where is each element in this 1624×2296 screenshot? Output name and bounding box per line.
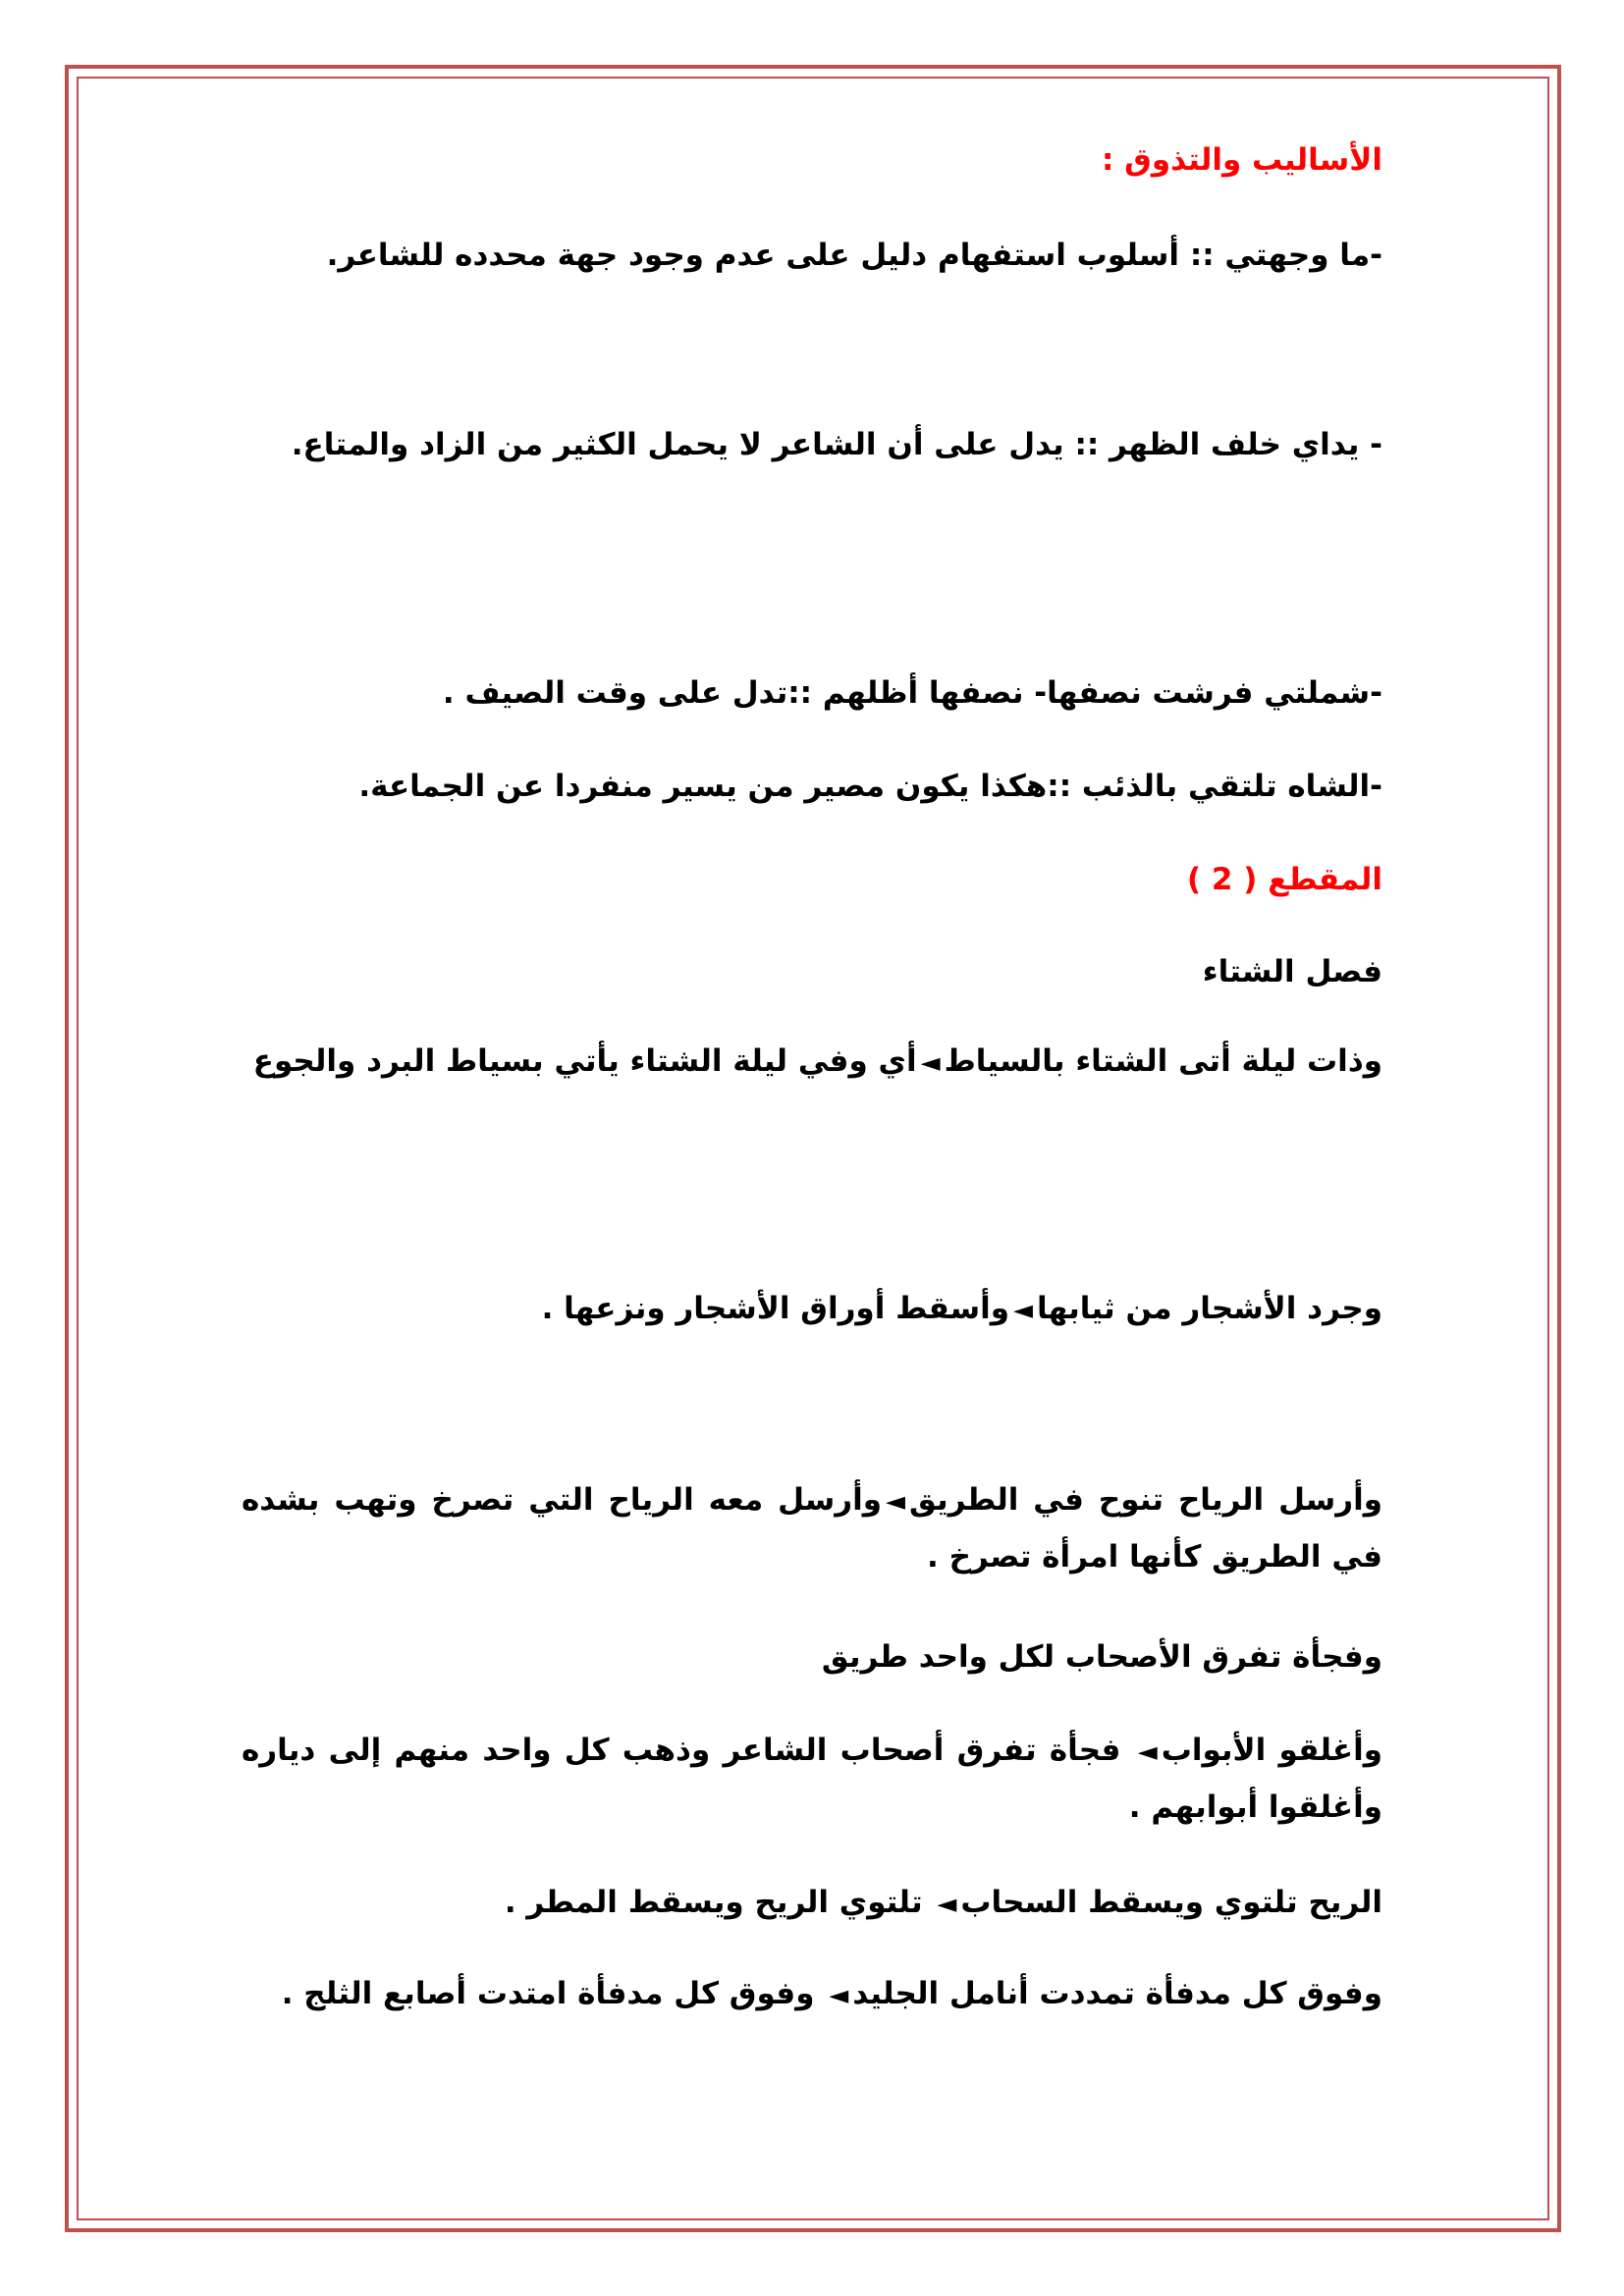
- verse-text: وأغلقو الأبواب: [1161, 1733, 1383, 1768]
- verse-5: [242, 1723, 1382, 1835]
- verse-7: [242, 1966, 1382, 2023]
- verse-6: [242, 1875, 1382, 1932]
- arrow-icon: ◄: [886, 1487, 906, 1517]
- arrow-icon: ◄: [1013, 1296, 1034, 1325]
- section-subtitle: فصل الشتاء: [1202, 954, 1382, 989]
- arrow-icon: ◄: [829, 1981, 849, 2010]
- arrow-icon: ◄: [920, 1048, 941, 1078]
- verse-4: وفجأة تفرق الأصحاب لكل واحد طريق: [821, 1639, 1382, 1675]
- verse-text: وفوق كل مدفأة تمددت أنامل الجليد: [852, 1976, 1382, 2011]
- verse-text: الريح تلتوي ويسقط السحاب: [960, 1885, 1382, 1920]
- styles-heading: الأساليب والتذوق :: [1101, 142, 1382, 178]
- verse-text: وجرد الأشجار من ثيابها: [1037, 1291, 1382, 1326]
- style-item-2: - يداي خلف الظهر :: يدل على أن الشاعر لا يحمل الكثير من الزاد والمتاع.: [291, 427, 1382, 462]
- style-item-3: -شملتي فرشت نصفها- نصفها أظلهم ::تدل على وقت الصيف .: [442, 675, 1382, 711]
- arrow-icon: ◄: [1137, 1737, 1158, 1767]
- arrow-icon: ◄: [937, 1890, 957, 1919]
- verse-1: [242, 1034, 1382, 1091]
- section-heading: المقطع ( 2 ): [1186, 862, 1382, 897]
- verse-2: [242, 1281, 1382, 1338]
- verse-explanation: وأرسل معه الرياح التي تصرخ وتهب بشده في الطريق كأنها امرأة تصرخ .: [242, 1482, 1382, 1575]
- verse-text: وذات ليلة أتى الشتاء بالسياط: [944, 1043, 1382, 1079]
- verse-explanation: وأسقط أوراق الأشجار ونزعها .: [541, 1291, 1010, 1326]
- verse-explanation: أي وفي ليلة الشتاء يأتي بسياط البرد والجوع: [252, 1043, 917, 1079]
- style-item-4: -الشاه تلتقي بالذئب ::هكذا يكون مصير من يسير منفردا عن الجماعة.: [358, 769, 1382, 804]
- style-item-1: -ما وجهتي :: أسلوب استفهام دليل على عدم وجود جهة محدده للشاعر.: [326, 238, 1382, 273]
- verse-explanation: وفوق كل مدفأة امتدت أصابع الثلج .: [281, 1976, 826, 2011]
- verse-explanation: فجأة تفرق أصحاب الشاعر وذهب كل واحد منهم إلى دياره وأغلقوا أبوابهم .: [242, 1733, 1382, 1825]
- verse-3: [242, 1472, 1382, 1584]
- verse-text: وأرسل الرياح تنوح في الطريق: [909, 1482, 1382, 1518]
- verse-explanation: تلتوي الريح ويسقط المطر .: [504, 1885, 934, 1920]
